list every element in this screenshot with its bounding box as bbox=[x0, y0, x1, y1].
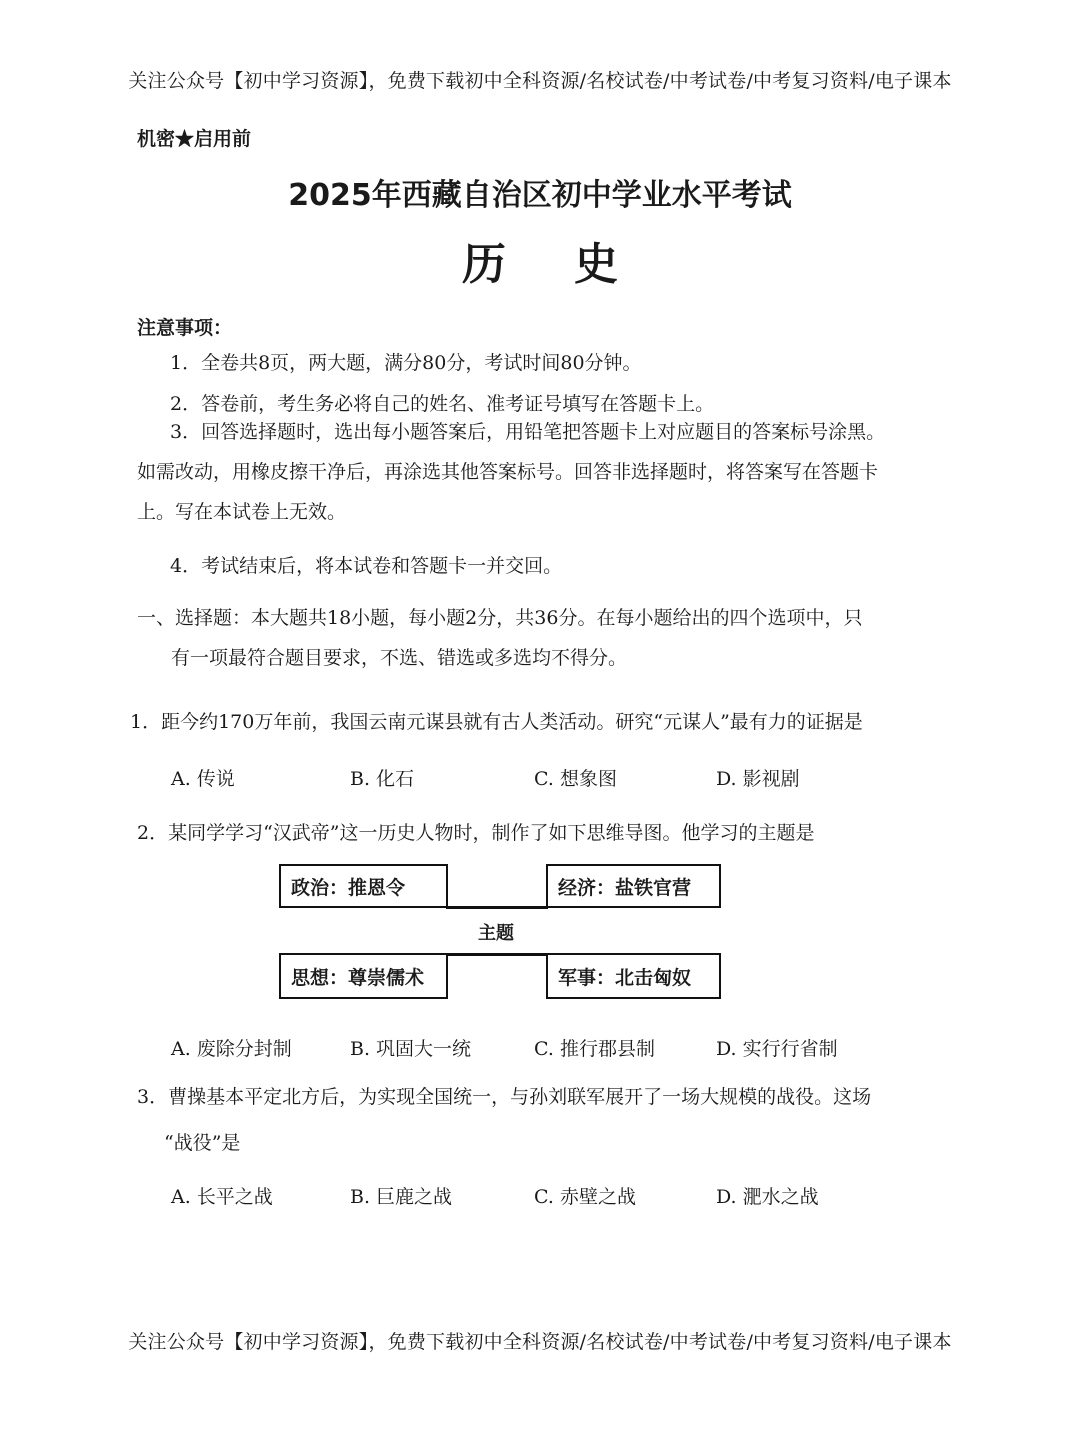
mind-map-bottom-left bbox=[279, 953, 448, 999]
mind-map-center: 主题 bbox=[478, 923, 514, 944]
q2-option-c[interactable]: C. 推行郡县制 bbox=[534, 1038, 655, 1060]
mind-map-line-bottom bbox=[446, 953, 548, 956]
banner-top: 关注公众号【初中学习资源】，免费下载初中全科资源/名校试卷/中考试卷/中考复习资料/电子课本 bbox=[128, 70, 952, 92]
q3-option-d[interactable]: D. 淝水之战 bbox=[716, 1186, 819, 1208]
section-one-line-2: 有一项最符合题目要求，不选、错选或多选均不得分。 bbox=[171, 647, 628, 669]
mind-map-top-left bbox=[279, 864, 448, 908]
notice-item-1: 1．全卷共8页，两大题，满分80分，考试时间80分钟。 bbox=[170, 352, 642, 374]
q2-option-d[interactable]: D. 实行行省制 bbox=[716, 1038, 838, 1060]
q1-option-d[interactable]: D. 影视剧 bbox=[716, 768, 800, 790]
question-2-stem: 2．某同学学习“汉武帝”这一历史人物时，制作了如下思维导图。他学习的主题是 bbox=[137, 822, 815, 844]
notice-item-3: 3．回答选择题时，选出每小题答案后，用铅笔把答题卡上对应题目的答案标号涂黑。 bbox=[170, 421, 886, 443]
question-3-stem-line-2: “战役”是 bbox=[164, 1132, 241, 1154]
banner-bottom: 关注公众号【初中学习资源】，免费下载初中全科资源/名校试卷/中考试卷/中考复习资料/电子课本 bbox=[128, 1331, 952, 1353]
notice-heading: 注意事项： bbox=[137, 317, 233, 339]
question-3-stem-line-1: 3．曹操基本平定北方后，为实现全国统一，与孙刘联军展开了一场大规模的战役。这场 bbox=[137, 1086, 872, 1108]
mind-map bbox=[279, 864, 721, 999]
notice-item-2: 2．答卷前，考生务必将自己的姓名、准考证号填写在答题卡上。 bbox=[170, 393, 715, 415]
subject-title: 历史 bbox=[462, 239, 686, 290]
mind-map-line-top bbox=[446, 906, 548, 909]
q2-option-b[interactable]: B. 巩固大一统 bbox=[350, 1038, 472, 1060]
mind-map-top-right-label: 经济：盐铁官营 bbox=[558, 876, 692, 899]
notice-item-3-end: 上。写在本试卷上无效。 bbox=[137, 501, 347, 523]
notice-item-4: 4．考试结束后，将本试卷和答题卡一并交回。 bbox=[170, 555, 563, 577]
section-one-line-1: 一、选择题：本大题共18小题，每小题2分，共36分。在每小题给出的四个选项中，只 bbox=[137, 607, 863, 629]
q3-option-a[interactable]: A. 长平之战 bbox=[171, 1186, 273, 1208]
q3-option-b[interactable]: B. 巨鹿之战 bbox=[350, 1186, 453, 1208]
mind-map-bottom-right-label: 军事：北击匈奴 bbox=[558, 966, 692, 989]
exam-title: 2025年西藏自治区初中学业水平考试 bbox=[288, 178, 792, 213]
notice-item-3-cont: 如需改动，用橡皮擦干净后，再涂选其他答案标号。回答非选择题时，将答案写在答题卡 bbox=[137, 461, 879, 483]
mind-map-top-right bbox=[546, 864, 721, 908]
question-1-stem: 1．距今约170万年前，我国云南元谋县就有古人类活动。研究“元谋人”最有力的证据是 bbox=[130, 711, 863, 733]
q2-option-a[interactable]: A. 废除分封制 bbox=[171, 1038, 292, 1060]
q1-option-a[interactable]: A. 传说 bbox=[171, 768, 235, 790]
q3-option-c[interactable]: C. 赤壁之战 bbox=[534, 1186, 636, 1208]
mind-map-top-left-label: 政治：推恩令 bbox=[291, 876, 406, 899]
q1-option-c[interactable]: C. 想象图 bbox=[534, 768, 617, 790]
secret-mark: 机密★启用前 bbox=[137, 128, 252, 150]
mind-map-bottom-right bbox=[546, 953, 721, 999]
mind-map-bottom-left-label: 思想：尊崇儒术 bbox=[291, 966, 425, 989]
q1-option-b[interactable]: B. 化石 bbox=[350, 768, 415, 790]
